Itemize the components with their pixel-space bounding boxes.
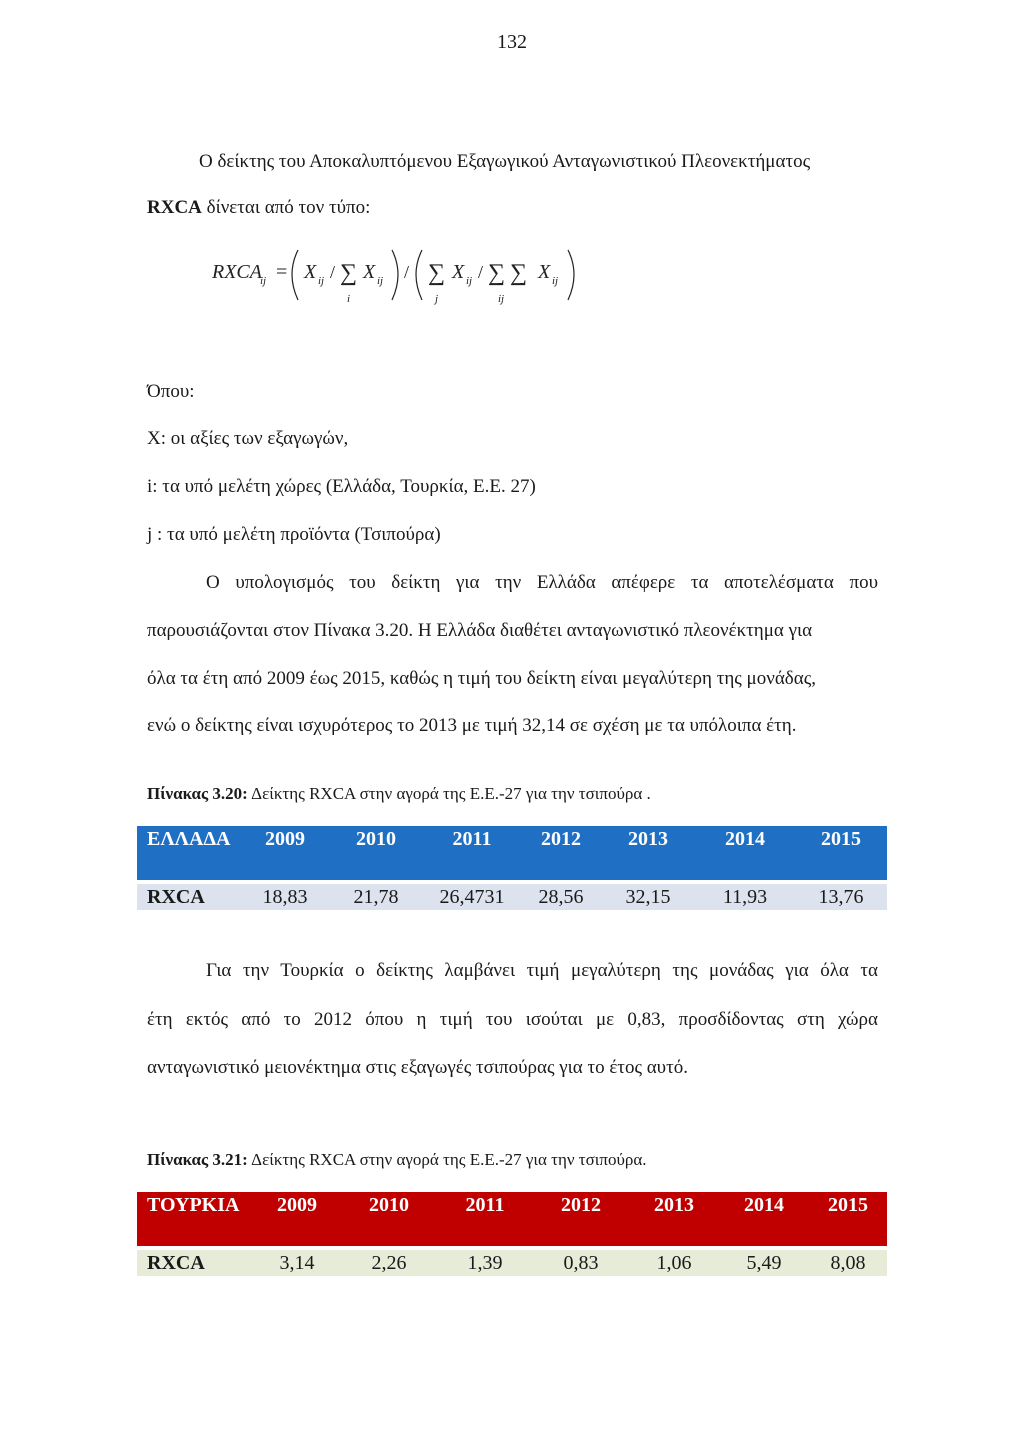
table2-caption xyxy=(147,1151,647,1168)
table1-value: 26,4731 xyxy=(423,884,521,910)
table2-header-country: ΤΟΥΡΚΙΑ xyxy=(137,1192,253,1246)
formula-paren-open-2 xyxy=(416,250,422,300)
table2-caption-label: Πίνακας 3.21: xyxy=(147,1150,248,1169)
formula-x3: X xyxy=(452,261,465,283)
table1-caption xyxy=(147,785,651,802)
table2-caption-text: Δείκτης RXCA στην αγορά της Ε.Ε.-27 για την τσιπούρα. xyxy=(247,1150,647,1169)
table1-value: 28,56 xyxy=(521,884,601,910)
formula-x2: X xyxy=(363,261,376,283)
formula-sum-1-sub: i xyxy=(347,293,351,305)
formula-equals: = xyxy=(276,261,288,283)
table2-header-row xyxy=(137,1192,887,1246)
para1-line-4: ενώ ο δείκτης είναι ισχυρότερος το 2013 με τιμή 32,14 σε σχέση με τα υπόλοιπα έτη. xyxy=(147,715,797,736)
formula-lhs-sub: ij xyxy=(260,275,267,287)
formula-slash-mid: / xyxy=(404,262,410,282)
formula-sum-1: ∑ xyxy=(340,260,358,286)
table2-data-row xyxy=(137,1250,887,1276)
table2-value: 8,08 xyxy=(809,1250,887,1276)
para2-line-3: ανταγωνιστικό μειονέκτημα στις εξαγωγές τσιπούρας για το έτος αυτό. xyxy=(147,1057,688,1078)
formula-x1-sub: ij xyxy=(318,275,325,287)
table1-year: 2015 xyxy=(795,826,887,880)
para2-line-1: Για την Τουρκία ο δείκτης λαμβάνει τιμή μεγαλύτερη της μονάδας για όλα τα xyxy=(206,960,878,981)
table1-row-label: RXCA xyxy=(137,884,241,910)
table1-value: 32,15 xyxy=(601,884,695,910)
table1-year: 2011 xyxy=(423,826,521,880)
rxca-table-turkey xyxy=(137,1192,887,1276)
formula-x1: X xyxy=(304,261,317,283)
formula-lhs: RXCA xyxy=(212,261,262,283)
formula-x4: X xyxy=(538,261,551,283)
formula-slash-1: / xyxy=(330,262,336,282)
table2-value: 5,49 xyxy=(719,1250,809,1276)
formula-sum-2: ∑ xyxy=(428,260,446,286)
table2-value: 3,14 xyxy=(253,1250,341,1276)
formula-sum-2-sub: j xyxy=(435,293,439,305)
table1-value: 21,78 xyxy=(329,884,423,910)
intro-line-2 xyxy=(147,198,370,217)
table1-year: 2012 xyxy=(521,826,601,880)
table1-caption-label: Πίνακας 3.20: xyxy=(147,784,248,803)
table1-caption-text: Δείκτης RXCA στην αγορά της Ε.Ε.-27 για την τσιπούρα . xyxy=(247,784,651,803)
definition-i: i: τα υπό μελέτη χώρες (Ελλάδα, Τουρκία, Ε.Ε. 27) xyxy=(147,476,536,497)
table2-value: 0,83 xyxy=(533,1250,629,1276)
table1-header-country: ΕΛΛΑΔΑ xyxy=(137,826,241,880)
formula-slash-2: / xyxy=(478,262,484,282)
para1-line-1: Ο υπολογισμός του δείκτη για την Ελλάδα απέφερε τα αποτελέσματα που xyxy=(206,572,878,593)
formula-paren-close-2 xyxy=(568,250,574,300)
table2-value: 1,39 xyxy=(437,1250,533,1276)
table1-year: 2014 xyxy=(695,826,795,880)
formula-x3-sub: ij xyxy=(466,275,473,287)
table1-value: 13,76 xyxy=(795,884,887,910)
formula-svg xyxy=(208,244,598,314)
formula-x2-sub: ij xyxy=(377,275,384,287)
table1-year: 2009 xyxy=(241,826,329,880)
table1-year: 2013 xyxy=(601,826,695,880)
table2-year: 2015 xyxy=(809,1192,887,1246)
table2-year: 2012 xyxy=(533,1192,629,1246)
para2-line-2: έτη εκτός από το 2012 όπου η τιμή του ισούται με 0,83, προσδίδοντας στη χώρα xyxy=(147,1009,878,1030)
formula-paren-close-1 xyxy=(392,250,398,300)
table1-year: 2010 xyxy=(329,826,423,880)
intro-line-2-rest: δίνεται από τον τύπο: xyxy=(201,197,371,218)
table2-year: 2014 xyxy=(719,1192,809,1246)
page-number: 132 xyxy=(497,31,527,53)
para1-line-2: παρουσιάζονται στον Πίνακα 3.20. Η Ελλάδα διαθέτει ανταγωνιστικό πλεονέκτημα για xyxy=(147,620,813,641)
table2-year: 2011 xyxy=(437,1192,533,1246)
table1-value: 11,93 xyxy=(695,884,795,910)
table2-row-label: RXCA xyxy=(137,1250,253,1276)
table2-value: 2,26 xyxy=(341,1250,437,1276)
rxca-formula xyxy=(208,244,598,304)
rxca-table-greece xyxy=(137,826,887,910)
table1-value: 18,83 xyxy=(241,884,329,910)
definition-where: Όπου: xyxy=(147,381,195,402)
definition-x: X: οι αξίες των εξαγωγών, xyxy=(147,428,349,449)
formula-paren-open-1 xyxy=(292,250,298,300)
formula-x4-sub: ij xyxy=(552,275,559,287)
table1-data-row xyxy=(137,884,887,910)
table1-header-row xyxy=(137,826,887,880)
rxca-term: RXCA xyxy=(147,197,202,218)
formula-sum-4: ∑ xyxy=(510,260,528,286)
table2-year: 2010 xyxy=(341,1192,437,1246)
table2-value: 1,06 xyxy=(629,1250,719,1276)
formula-sum-34-sub: ij xyxy=(498,293,505,305)
table2-year: 2013 xyxy=(629,1192,719,1246)
formula-sum-3: ∑ xyxy=(488,260,506,286)
table2-year: 2009 xyxy=(253,1192,341,1246)
intro-line-1: Ο δείκτης του Αποκαλυπτόμενου Εξαγωγικού Ανταγωνιστικού Πλεονεκτήματος xyxy=(199,151,811,172)
para1-line-3: όλα τα έτη από 2009 έως 2015, καθώς η τιμή του δείκτη είναι μεγαλύτερη της μονάδας, xyxy=(147,668,816,689)
definition-j: j : τα υπό μελέτη προϊόντα (Τσιπούρα) xyxy=(147,524,441,545)
